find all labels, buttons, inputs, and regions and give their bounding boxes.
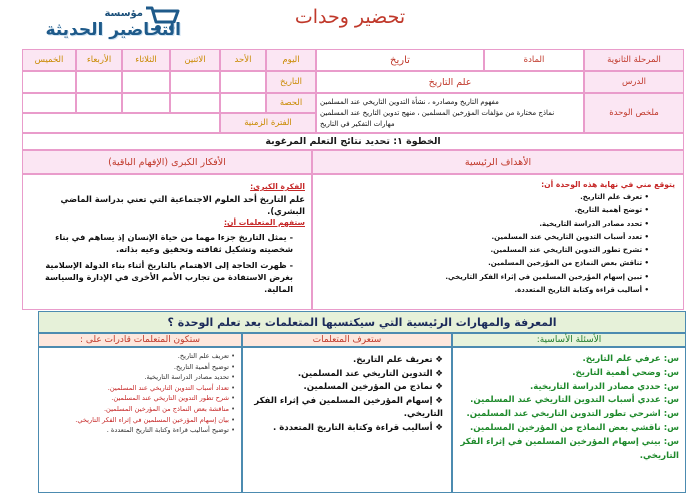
- goals-header: الأهداف الرئيسية: [312, 150, 684, 174]
- period-cell-3: [122, 93, 170, 113]
- know-item: ❖ نماذج من المؤرخين المسلمين.: [247, 381, 443, 395]
- able-list: [39, 348, 241, 436]
- question-item: س: حددي مصادر الدراسة التاريخية.: [529, 381, 679, 392]
- understanding-item: - يمثل التاريخ جزءا مهما من حياة الإنسان إذ يساهم في بناء شخصيته وتشكيل ثقافته وتحقيق وعيه بذاته.: [55, 232, 293, 254]
- able-item: • بيان إسهام المؤرخين المسلمين في إثراء الفكر التاريخي.: [43, 415, 235, 426]
- logo-top-text: مؤسسة: [104, 8, 143, 19]
- goal-item: • تبين إسهام المؤرخين المسلمين في إثراء الفكر التاريخي.: [319, 271, 649, 284]
- understanding-item: - ظهرت الحاجة إلى الاهتمام بالتاريخ أثناء بناء الدولة الإسلامية بغرض الاستفادة من تجارب الأمم الأخرى في الإدارة والسياسة المالية.: [45, 260, 293, 294]
- stage-label: المرحلة الثانوية: [584, 49, 684, 71]
- question-item: س: وضحي أهمية التاريخ.: [572, 367, 679, 378]
- knowledge-title: المعرفة والمهارات الرئيسية التي سيكتسبها المتعلمات بعد تعلم الوحدة ؟: [38, 311, 686, 333]
- goal-item: • تناقش بعض النماذج من المؤرخين المسلمين.: [319, 257, 649, 270]
- duration-label: الفترة الزمنية: [220, 113, 316, 133]
- day-tuesday: الثلاثاء: [122, 49, 170, 71]
- know-item: ❖ إسهام المؤرخين المسلمين في إثراء الفكر التاريخي.: [247, 395, 443, 422]
- question-item: س: اشرحي تطور التدوين التاريخي عند المسلمين.: [466, 409, 679, 420]
- able-item: • تحديد مصادر الدراسة التاريخية.: [43, 372, 235, 383]
- day-sunday: الأحد: [220, 49, 266, 71]
- brand-logo: [2, 2, 187, 42]
- able-item: • توضيح أهمية التاريخ.: [43, 362, 235, 373]
- period-cell-1: [220, 93, 266, 113]
- subject-value: تاريخ: [316, 49, 484, 71]
- day-monday: الاثنين: [170, 49, 220, 71]
- lesson-label: الدرس: [584, 71, 684, 93]
- able-item: • توضيح أساليب قراءة وكتابة التاريخ المتعددة .: [43, 425, 235, 436]
- know-item: ❖ أساليب قراءة وكتابة التاريخ المتعددة .: [247, 422, 443, 436]
- question-item: س: عددي أسباب التدوين التاريخي عند المسلمين.: [470, 395, 679, 406]
- goal-item: • تعرف علم التاريخ.: [319, 191, 649, 204]
- know-list: [243, 348, 451, 436]
- goal-item: • توضح أهمية التاريخ.: [319, 204, 649, 217]
- learners-label: ستفهم المتعلمات أن:: [223, 218, 305, 227]
- step1-title: الخطوة ١: تحديد نتائج التعلم المرغوبة: [22, 133, 684, 150]
- summary-label: ملخص الوحدة: [584, 93, 684, 133]
- summary-text: [316, 93, 584, 133]
- able-item: • تعداد أسباب التدوين التاريخي عند المسلمين.: [43, 383, 235, 394]
- understanding-text: ظهرت الحاجة إلى الاهتمام بالتاريخ أثناء بناء الدولة الإسلامية بغرض الاستفادة من تجارب الأمم الأخرى في الإدارة والسياسة المالية.: [45, 260, 293, 294]
- question-item: س: عرفي علم التاريخ.: [582, 354, 679, 364]
- goals-list: [319, 191, 675, 297]
- page-title: تحضير وحدات: [294, 6, 406, 28]
- date-cell-1: [220, 71, 266, 93]
- duration-cell: [22, 113, 220, 133]
- logo-main-text: التحاضير الحديثة: [45, 20, 181, 40]
- goal-item: • أساليب قراءة وكتابة التاريخ المتعددة.: [319, 284, 649, 297]
- ideas-box: [22, 174, 312, 310]
- know-header: ستعرف المتعلمات: [242, 333, 452, 347]
- ideas-header: الأفكار الكبرى (الإفهام الباقية): [22, 150, 312, 174]
- date-cell-4: [76, 71, 122, 93]
- questions-header: الأسئلة الأساسية:: [452, 333, 686, 347]
- summary-line: مفهوم التاريخ ومصادره ، نشأة التدوين التاريخي عند المسلمين: [320, 97, 499, 106]
- understanding-text: يمثل التاريخ جزءا مهما من حياة الإنسان إذ يساهم في بناء شخصيته وتشكيل ثقافته وتحقيق وعيه بذاته.: [55, 232, 293, 254]
- know-item: ❖ تعريف علم التاريخ.: [247, 354, 443, 368]
- date-label: التاريخ: [266, 71, 316, 93]
- days-label: اليوم: [266, 49, 316, 71]
- goals-intro: يتوقع مني في نهاية هذه الوحدة أن:: [541, 180, 675, 189]
- able-item: • تعريف علم التاريخ.: [43, 351, 235, 362]
- date-cell-5: [22, 71, 76, 93]
- day-thursday: الخميس: [22, 49, 76, 71]
- period-cell-5: [22, 93, 76, 113]
- period-cell-4: [76, 93, 122, 113]
- able-box: [38, 347, 242, 493]
- goal-item: • تعدد أسباب التدوين التاريخي عند المسلمين.: [319, 231, 649, 244]
- able-header: ستكون المتعلمات قادرات على :: [38, 333, 242, 347]
- date-cell-3: [122, 71, 170, 93]
- summary-line: مهارات التفكير في التاريخ: [320, 119, 395, 128]
- goal-item: • تحدد مصادر الدراسة التاريخية.: [319, 218, 649, 231]
- period-cell-2: [170, 93, 220, 113]
- goal-item: • تشرح تطور التدوين التاريخي عند المسلمين.: [319, 244, 649, 257]
- big-idea-label: الفكرة الكبرى:: [250, 182, 305, 191]
- day-wednesday: الأربعاء: [76, 49, 122, 71]
- summary-line: نماذج مختارة من مؤلفات المؤرخين المسلمين ، منهج تدوين التاريخ عند المسلمين: [320, 108, 555, 117]
- subject-label: المادة: [484, 49, 584, 71]
- goals-box: [312, 174, 684, 310]
- lesson-value: علم التاريخ: [316, 71, 584, 93]
- questions-box: [452, 347, 686, 493]
- period-label: الحصة: [266, 93, 316, 113]
- able-item: • مناقشة بعض النماذج من المؤرخين المسلمين.: [43, 404, 235, 415]
- able-item: • شرح تطور التدوين التاريخي عند المسلمين.: [43, 393, 235, 404]
- know-box: [242, 347, 452, 493]
- question-item: س: ناقشي بعض النماذج من المؤرخين المسلمين.: [469, 422, 679, 433]
- question-item: س: بيني إسهام المؤرخين المسلمين في إثراء الفكر التاريخي.: [460, 436, 679, 461]
- questions-list: [453, 348, 685, 463]
- date-cell-2: [170, 71, 220, 93]
- know-item: ❖ التدوين التاريخي عند المسلمين.: [247, 368, 443, 382]
- big-idea-text: علم التاريخ أحد العلوم الاجتماعية التي تعني بدراسة الماضي البشري).: [60, 194, 305, 216]
